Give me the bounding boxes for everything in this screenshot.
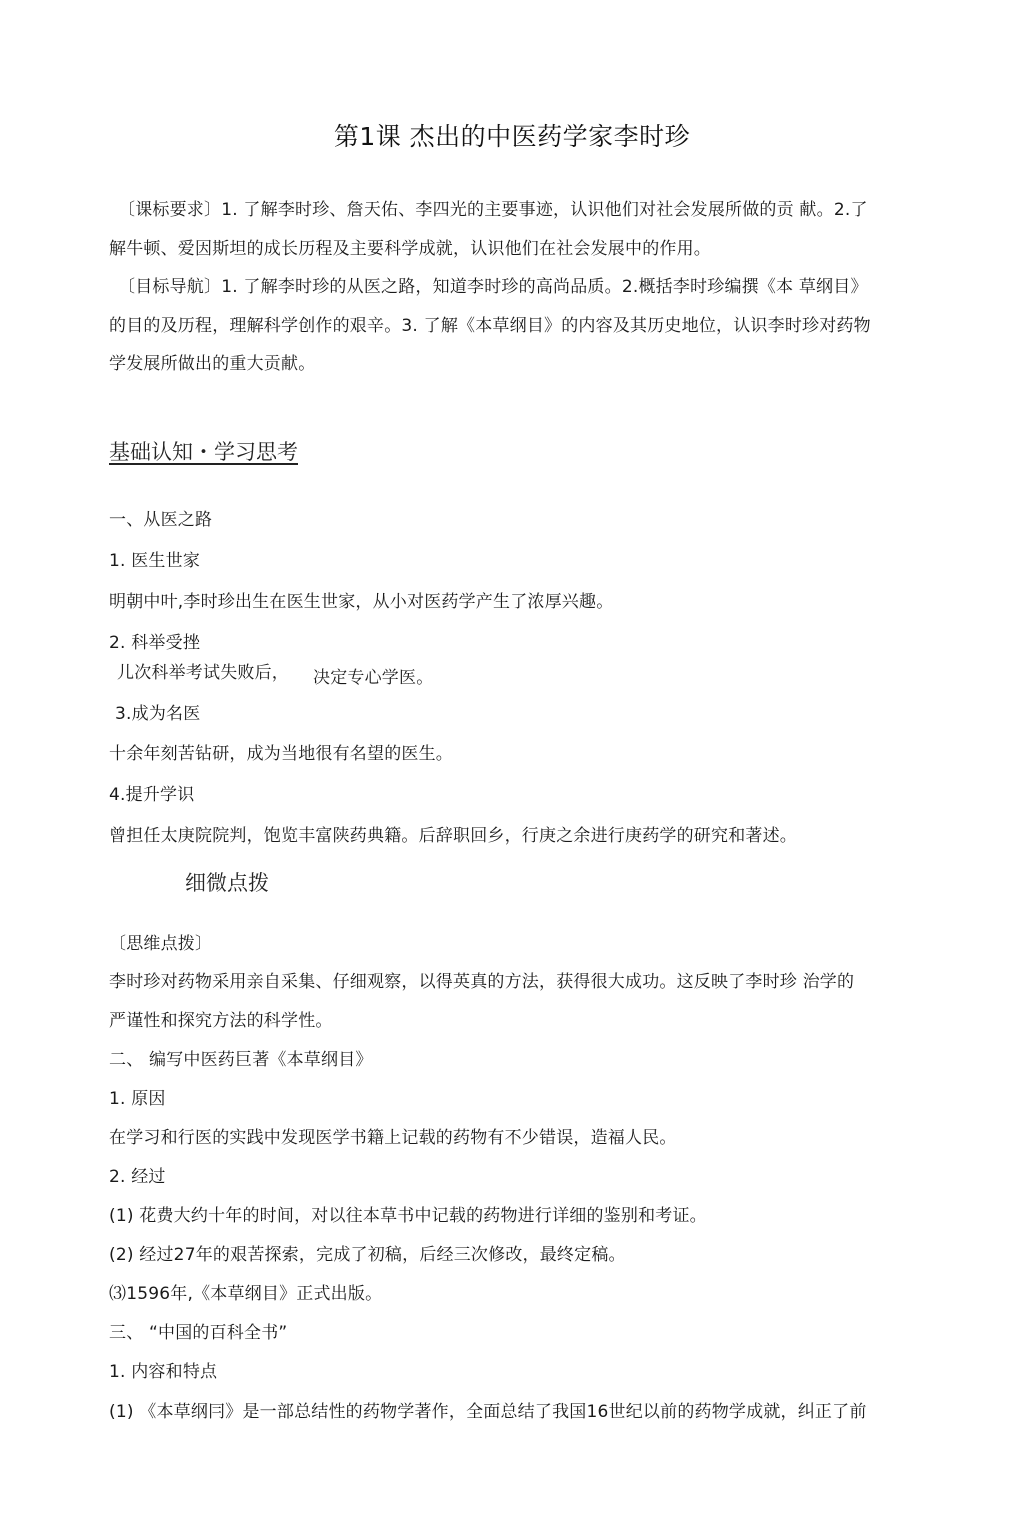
part1-item2-title: 2. 科举受挫 <box>109 633 201 653</box>
page-title: 第1课 杰出的中医药学家李时珍 <box>333 122 691 151</box>
part1-heading: 一、从医之路 <box>109 510 213 530</box>
part3-item1-title: 1. 内容和特点 <box>109 1362 218 1382</box>
part1-item1-text: 明朝中叶,李时珍出生在医生世家，从小对医药学产生了浓厚兴趣。 <box>109 592 614 612</box>
part3-heading: 三、 “中国的百科全书” <box>109 1323 288 1343</box>
part1-item2-text-b: 决定专心学医。 <box>313 668 434 688</box>
standard-line-1: 〔课标要求〕1. 了解李时珍、詹天佑、李四光的主要事迹，认识他们对社会发展所做的贡 献。2.了 <box>118 200 868 220</box>
standard-line-2: 解牛顿、爱因斯坦的成长历程及主要科学成就，认识他们在社会发展中的作用。 <box>109 239 711 259</box>
part3-step-1: (1) 《本草纲冃》是一部总结性的药物学著作，全面总结了我国16世纪以前的药物学成就，纠正了前 <box>109 1402 867 1422</box>
part2-item1-text: 在学习和行医的实践中发现医学书籍上记载的药物有不少错误，造福人民。 <box>109 1128 677 1148</box>
section-heading: 基础认知・学习思考 <box>109 440 298 464</box>
part1-item2-text-a: 儿次科举考试失败后， <box>117 663 289 683</box>
part1-item3-text: 十余年刻苦钻研，成为当地很有名望的医生。 <box>109 744 453 764</box>
detail-text-line-1: 李时珍对药物采用亲自采集、仔细观察，以得英真的方法，获得很大成功。这反映了李时珍 治学的 <box>109 972 855 992</box>
goal-line-3: 学发展所做出的重大贡献。 <box>109 354 316 374</box>
goal-line-2: 的目的及历程，理解科学创作的艰辛。3. 了解《本草纲目》的内容及其历史地位，认识李时珍对药物 <box>109 316 871 336</box>
part1-item4-title: 4.提升学识 <box>109 785 195 805</box>
part2-step-3: ⑶1596年,《本草纲目》正式出版。 <box>109 1284 383 1304</box>
part2-heading: 二、 编写中医药巨著《本草纲目》 <box>109 1050 373 1070</box>
goal-line-1: 〔目标导航〕1. 了解李时珍的从医之路，知道李时珍的高尚品质。2.概括李时珍编撰《本 草纲目》 <box>118 277 868 297</box>
detail-heading: 细微点拨 <box>185 871 269 895</box>
part1-item1-title: 1. 医生世家 <box>109 551 201 571</box>
part1-item3-title: 3.成为名医 <box>115 704 201 724</box>
part2-step-2: (2) 经过27年的艰苦探索，完成了初稿，后经三次修改，最终定稿。 <box>109 1245 626 1265</box>
detail-text-line-2: 严谨性和探究方法的科学性。 <box>109 1011 333 1031</box>
part2-item1-title: 1. 原因 <box>109 1089 166 1109</box>
part2-step-1: (1) 花费大约十年的时间，对以往本草书中记载的药物进行详细的鉴别和考证。 <box>109 1206 707 1226</box>
detail-label: 〔思维点拨〕 <box>109 934 213 954</box>
part2-item2-title: 2. 经过 <box>109 1167 166 1187</box>
part1-item4-text: 曾担任太庚院院判，饱览丰富陕药典籍。后辞职回乡，行庚之余进行庚药学的研究和著述。 <box>109 826 797 846</box>
